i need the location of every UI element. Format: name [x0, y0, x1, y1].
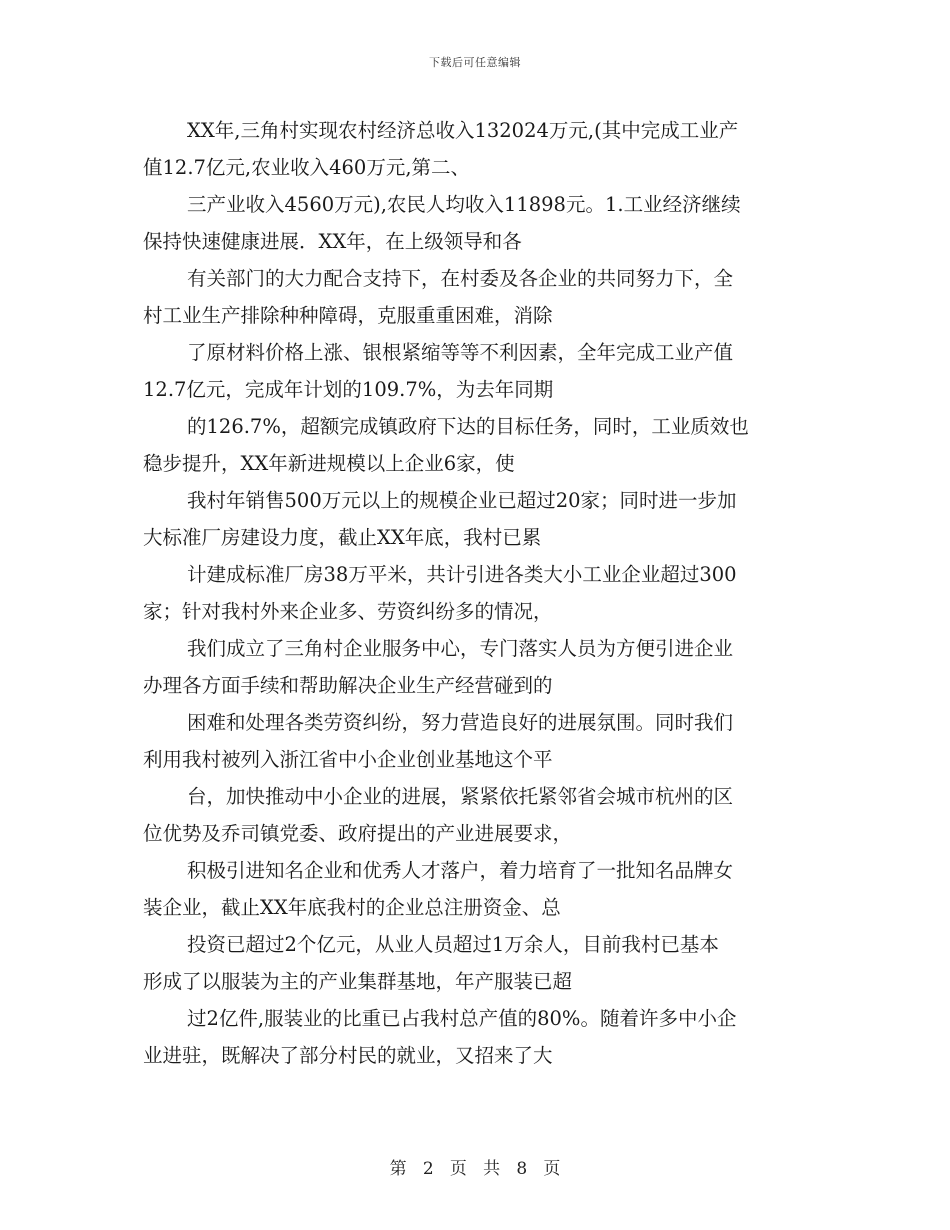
header-text: 下载后可任意编辑 [429, 56, 521, 69]
paragraph-line: 12.7亿元，完成年计划的109.7%，为去年同期 [143, 378, 554, 401]
paragraph-line: 办理各方面手续和帮助解决企业生产经营碰到的 [143, 674, 553, 697]
paragraph-line: 我村年销售500万元以上的规模企业已超过20家；同时进一步加 [187, 489, 737, 512]
paragraph-line: 家；针对我村外来企业多、劳资纠纷多的情况， [143, 600, 553, 623]
page-label-suffix: 页 [543, 1159, 561, 1179]
paragraph-line: 我们成立了三角村企业服务中心，专门落实人员为方便引进企业 [187, 637, 734, 660]
paragraph-line: 三产业收入4560万元),农民人均收入11898元。1.工业经济继续 [187, 193, 741, 216]
paragraph-line: 积极引进知名企业和优秀人才落户，着力培育了一批知名品牌女 [187, 859, 734, 882]
paragraph-line: 保持快速健康进展．XX年，在上级领导和各 [143, 230, 522, 253]
paragraph-line: XX年,三角村实现农村经济总收入132024万元,(其中完成工业产 [187, 119, 739, 142]
paragraph-line: 有关部门的大力配合支持下，在村委及各企业的共同努力下，全 [187, 267, 734, 290]
total-pages-number: 8 [516, 1159, 528, 1179]
paragraph-line: 计建成标准厂房38万平米，共计引进各类大小工业企业超过300 [187, 563, 737, 586]
paragraph-line: 业进驻，既解决了部分村民的就业，又招来了大 [143, 1044, 553, 1067]
page-label-total-prefix: 共 [483, 1159, 501, 1179]
paragraph-line: 了原材料价格上涨、银根紧缩等等不利因素，全年完成工业产值 [187, 341, 734, 364]
paragraph-line: 装企业，截止XX年底我村的企业总注册资金、总 [143, 896, 561, 919]
paragraph-line: 台，加快推动中小企业的进展，紧紧依托紧邻省会城市杭州的区 [187, 785, 734, 808]
paragraph-line: 投资已超过2个亿元，从业人员超过1万余人，目前我村已基本 [187, 933, 719, 956]
paragraph-line: 利用我村被列入浙江省中小企业创业基地这个平 [143, 748, 553, 771]
paragraph-line: 村工业生产排除种种障碍，克服重重困难，消除 [143, 304, 553, 327]
paragraph-line: 大标准厂房建设力度，截止XX年底，我村已累 [143, 526, 542, 549]
paragraph-line: 过2亿件,服装业的比重已占我村总产值的80%。随着许多中小企 [187, 1007, 737, 1030]
page-footer [0, 1154, 950, 1179]
paragraph-line: 形成了以服装为主的产业集群基地，年产服装已超 [143, 970, 573, 993]
paragraph-line: 困难和处理各类劳资纠纷，努力营造良好的进展氛围。同时我们 [187, 711, 734, 734]
page-label-mid: 页 [449, 1159, 467, 1179]
current-page-number: 2 [422, 1159, 434, 1179]
page-header [0, 54, 950, 70]
document-body [143, 112, 823, 1074]
page-label-prefix: 第 [389, 1159, 407, 1179]
paragraph-line: 稳步提升，XX年新进规模以上企业6家，使 [143, 452, 515, 475]
paragraph-line: 值12.7亿元,农业收入460万元,第二、 [143, 156, 471, 179]
paragraph-line: 位优势及乔司镇党委、政府提出的产业进展要求， [143, 822, 573, 845]
paragraph-line: 的126.7%，超额完成镇政府下达的目标任务，同时，工业质效也 [187, 415, 749, 438]
